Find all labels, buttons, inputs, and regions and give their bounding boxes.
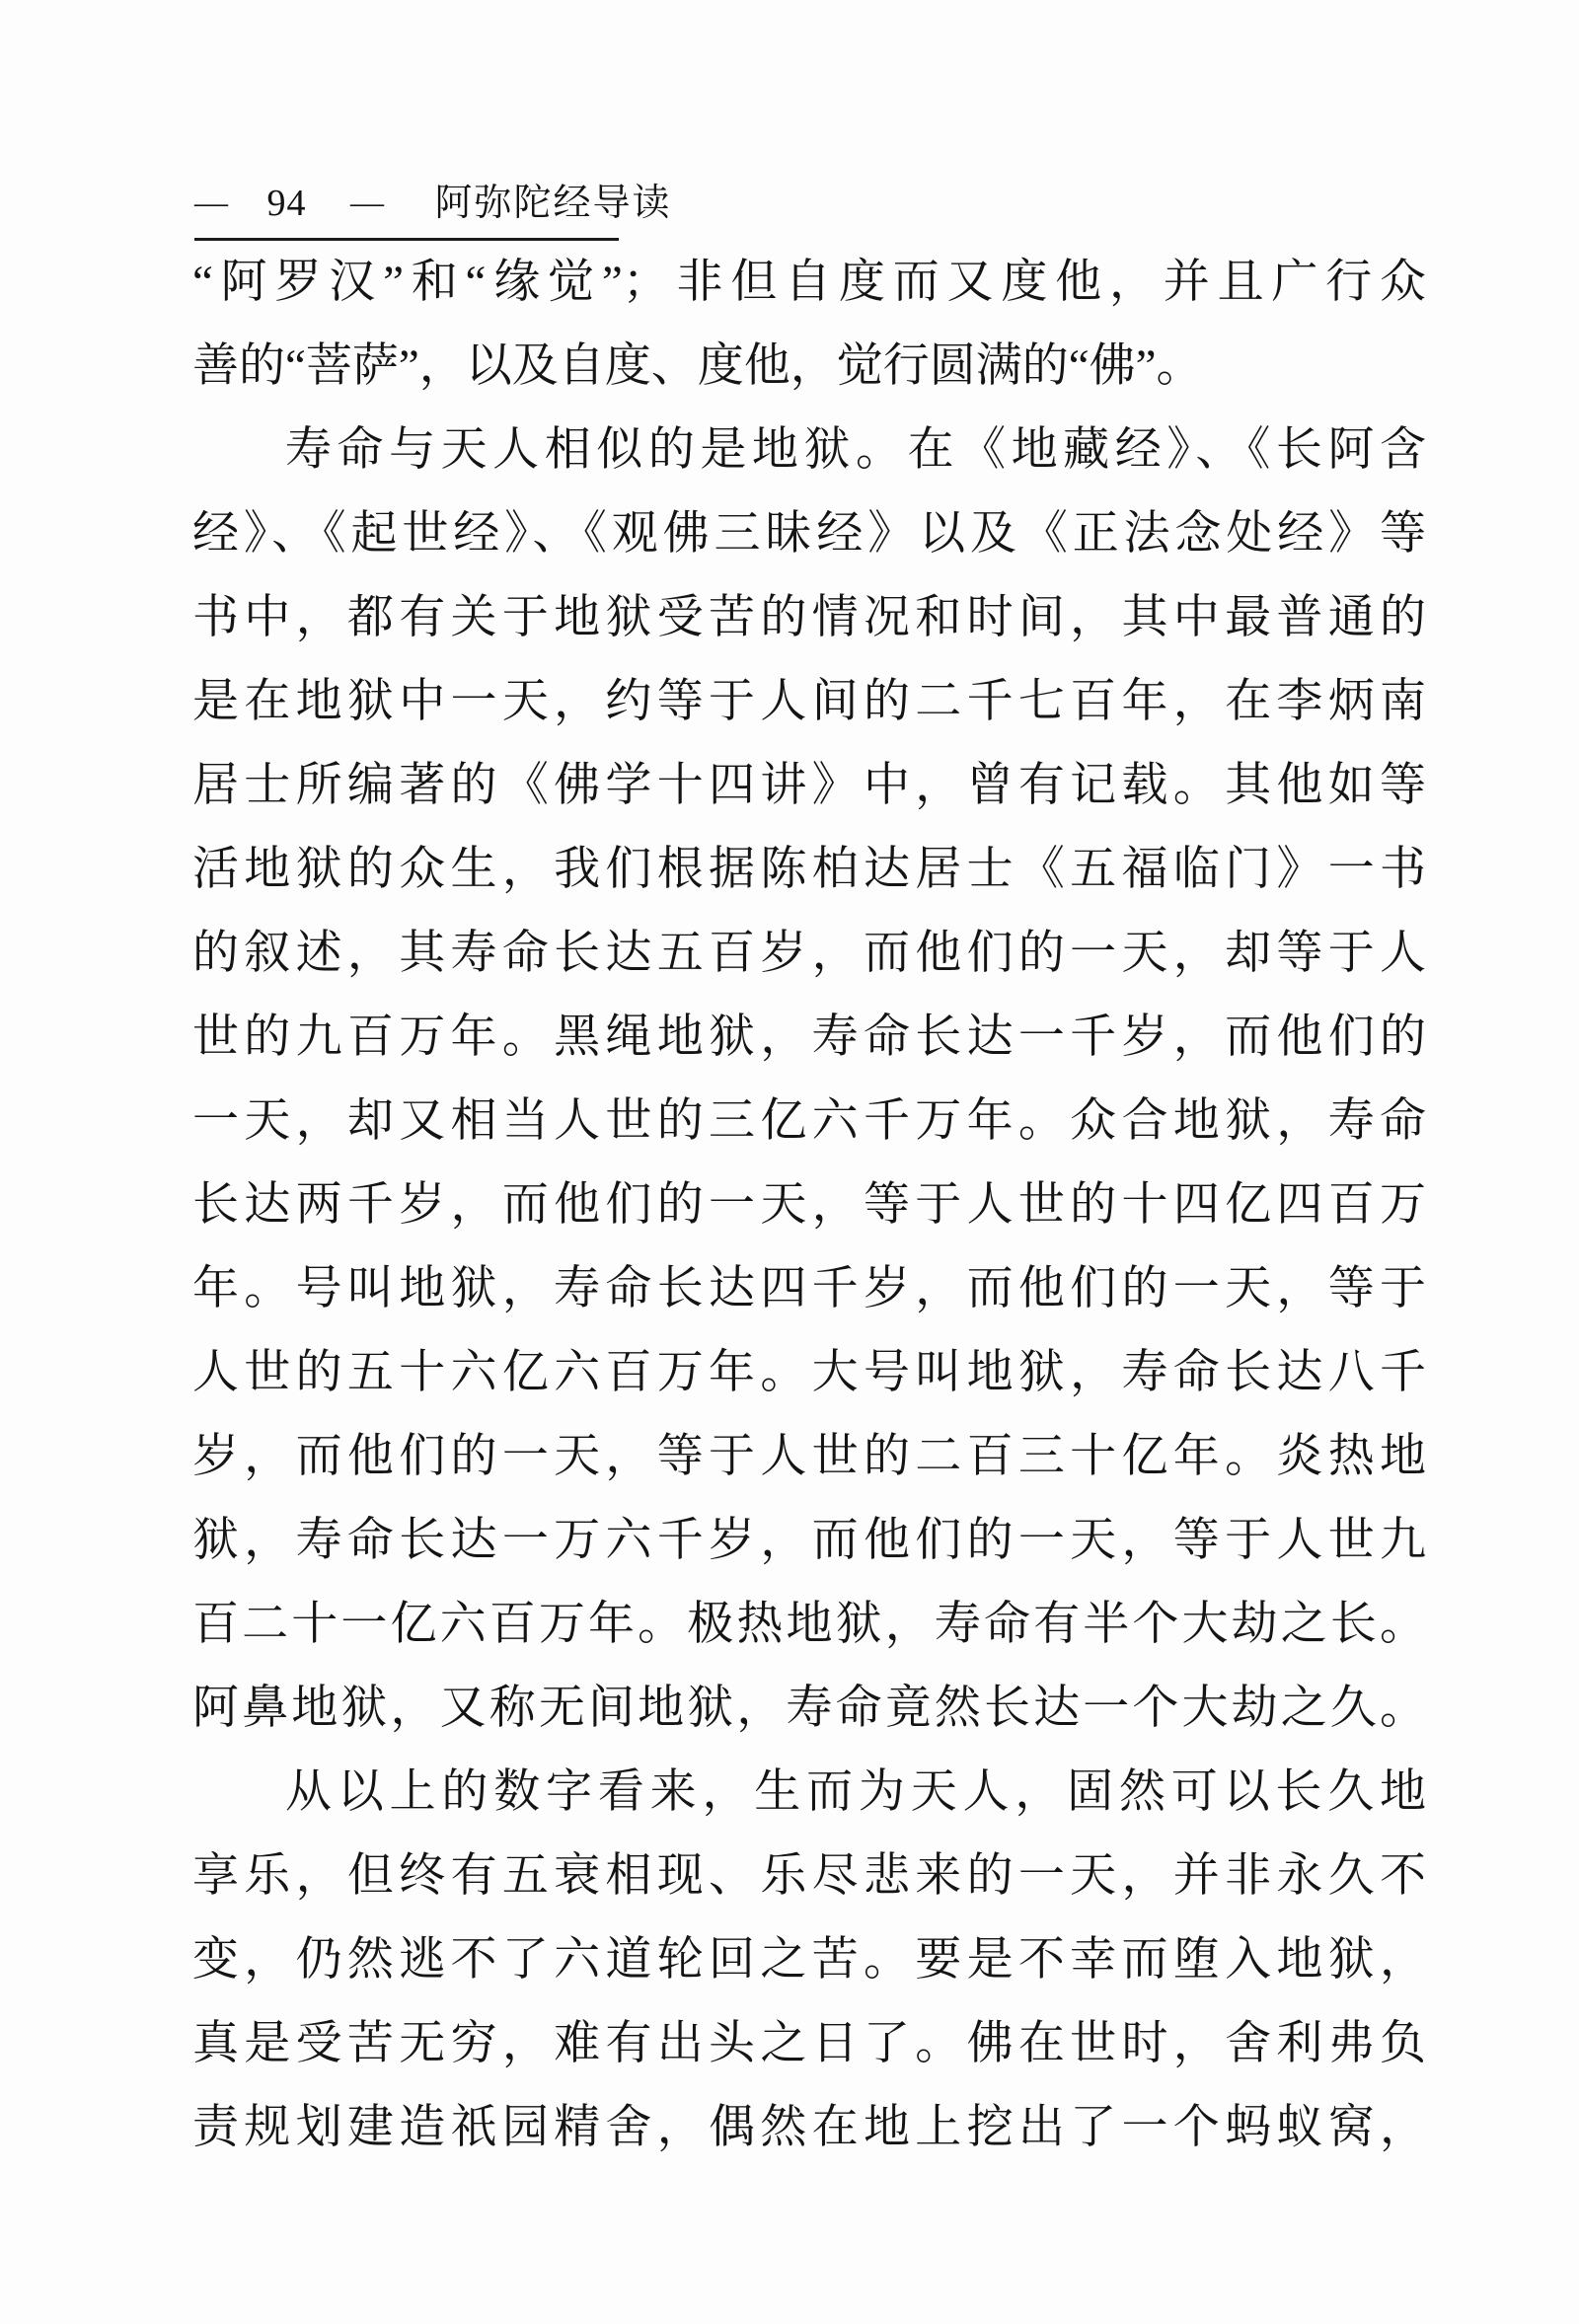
body-line: 长达两千岁，而他们的一天，等于人世的十四亿四百万 — [192, 1179, 1426, 1231]
body-line: 居士所编著的《佛学十四讲》中，曾有记载。其他如等 — [192, 760, 1426, 811]
body-line: 岁，而他们的一天，等于人世的二百三十亿年。炎热地 — [192, 1431, 1426, 1482]
body-line: 寿命与天人相似的是地狱。在《地藏经》、《长阿含 — [285, 424, 1426, 476]
body-line: 经》、《起世经》、《观佛三昧经》以及《正法念处经》等 — [192, 508, 1426, 560]
body-line: 变，仍然逃不了六道轮回之苦。要是不幸而堕入地狱， — [192, 1934, 1426, 1986]
body-line: 世的九百万年。黑绳地狱，寿命长达一千岁，而他们的 — [192, 1012, 1426, 1063]
body-text — [192, 241, 1426, 2170]
body-line: “阿罗汉”和“缘觉”；非但自度而又度他，并且广行众 — [192, 257, 1426, 308]
body-line: 责规划建造祇园精舍，偶然在地上挖出了一个蚂蚁窝， — [192, 2102, 1426, 2153]
running-header — [194, 178, 672, 229]
book-title: 阿弥陀经导读 — [434, 183, 672, 224]
body-line: 年。号叫地狱，寿命长达四千岁，而他们的一天，等于 — [192, 1263, 1426, 1314]
body-line: 书中，都有关于地狱受苦的情况和时间，其中最普通的 — [192, 592, 1426, 643]
header-dash-right: — — [350, 185, 385, 221]
body-line: 真是受苦无穷，难有出头之日了。佛在世时，舍利弗负 — [192, 2018, 1426, 2069]
body-line: 活地狱的众生，我们根据陈柏达居士《五福临门》一书 — [192, 844, 1426, 895]
body-line: 从以上的数字看来，生而为天人，固然可以长久地 — [285, 1766, 1426, 1818]
body-line: 狱，寿命长达一万六千岁，而他们的一天，等于人世九 — [192, 1515, 1426, 1566]
body-line: 的叙述，其寿命长达五百岁，而他们的一天，却等于人 — [192, 928, 1426, 979]
body-line: 人世的五十六亿六百万年。大号叫地狱，寿命长达八千 — [192, 1347, 1426, 1398]
body-line: 享乐，但终有五衰相现、乐尽悲来的一天，并非永久不 — [192, 1850, 1426, 1902]
header-dash-left: — — [194, 185, 229, 221]
body-line: 阿鼻地狱，又称无间地狱，寿命竟然长达一个大劫之久。 — [192, 1683, 1426, 1734]
body-line: 百二十一亿六百万年。极热地狱，寿命有半个大劫之长。 — [192, 1599, 1426, 1650]
body-line: 是在地狱中一天，约等于人间的二千七百年，在李炳南 — [192, 676, 1426, 727]
page-number: 94 — [266, 183, 307, 224]
body-line: 一天，却又相当人世的三亿六千万年。众合地狱，寿命 — [192, 1095, 1426, 1147]
body-line: 善的“菩萨”，以及自度、度他，觉行圆满的“佛”。 — [192, 340, 1203, 392]
